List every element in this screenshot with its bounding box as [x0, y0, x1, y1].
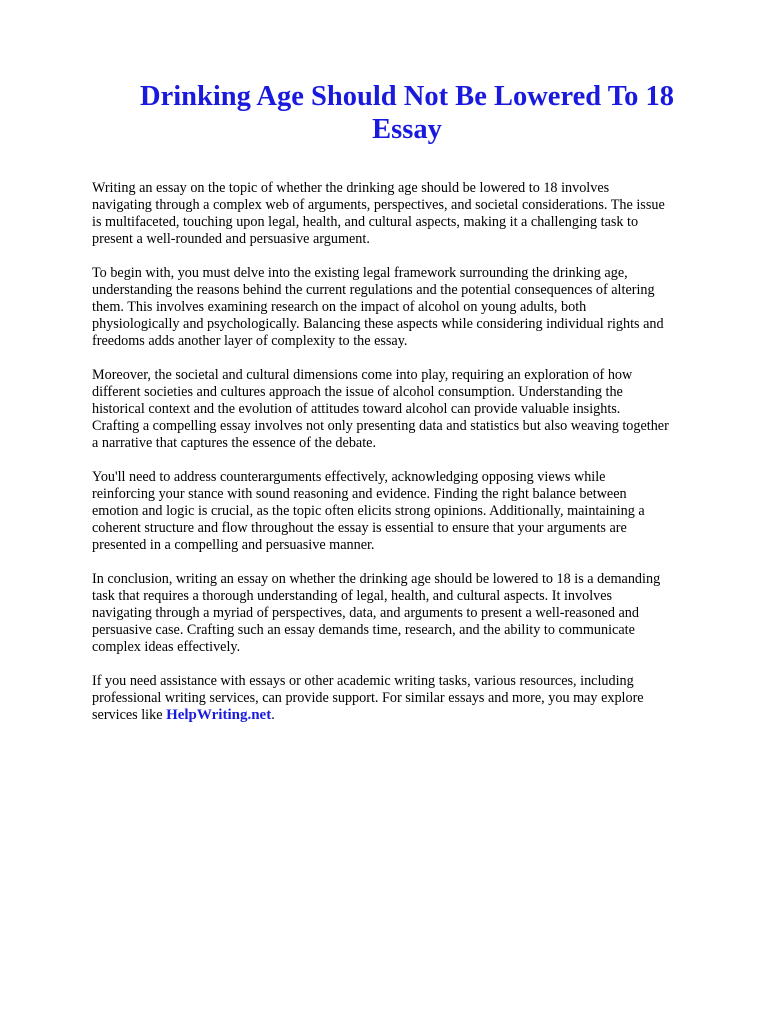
text-line: Moreover, the societal and cultural dimensions come into play, requiring an exploration of how [92, 367, 633, 383]
text-line: Crafting a compelling essay involves not only presenting data and statistics but also weaving together [92, 418, 669, 434]
text-line: To begin with, you must delve into the existing legal framework surrounding the drinking age, [92, 265, 628, 281]
text-line: presented in a compelling and persuasive manner. [92, 537, 375, 553]
title-line: Essay [372, 114, 442, 145]
link-suffix-text: . [271, 707, 275, 723]
text-line: navigating through a complex web of arguments, perspectives, and societal considerations. The issue [92, 197, 665, 213]
text-line: physiologically and psychologically. Balancing these aspects while considering individual rights and [92, 316, 664, 332]
text-line: coherent structure and flow throughout the essay is essential to ensure that your arguments are [92, 520, 627, 536]
document-title [92, 80, 722, 146]
text-line: persuasive case. Crafting such an essay demands time, research, and the ability to communicate [92, 622, 635, 638]
text-line: navigating through a myriad of perspectives, data, and arguments to present a well-reasoned and [92, 605, 639, 621]
text-line: If you need assistance with essays or other academic writing tasks, various resources, including [92, 673, 634, 689]
paragraph-counterarguments [92, 469, 722, 554]
paragraph-legal [92, 265, 722, 350]
text-line: a narrative that captures the essence of the debate. [92, 435, 376, 451]
text-line: emotion and logic is crucial, as the topic often elicits strong opinions. Additionally, maintaining a [92, 503, 645, 519]
text-line: different societies and cultures approach the issue of alcohol consumption. Understanding the [92, 384, 623, 400]
text-line: Writing an essay on the topic of whether the drinking age should be lowered to 18 involves [92, 180, 610, 196]
text-line: reinforcing your stance with sound reasoning and evidence. Finding the right balance between [92, 486, 627, 502]
text-line: historical context and the evolution of attitudes toward alcohol can provide valuable insights. [92, 401, 621, 417]
text-line: professional writing services, can provide support. For similar essays and more, you may explore [92, 690, 644, 706]
paragraph-societal [92, 367, 722, 452]
title-line: Drinking Age Should Not Be Lowered To 18 [140, 81, 674, 112]
helpwriting-link[interactable]: HelpWriting.net [166, 707, 272, 723]
text-line: task that requires a thorough understanding of legal, health, and cultural aspects. It involves [92, 588, 613, 604]
text-line: understanding the reasons behind the current regulations and the potential consequences of altering [92, 282, 655, 298]
paragraph-assistance [92, 673, 722, 724]
link-prefix-text: services like [92, 707, 167, 723]
text-line: is multifaceted, touching upon legal, health, and cultural aspects, making it a challenging task to [92, 214, 639, 230]
text-line: them. This involves examining research on the impact of alcohol on young adults, both [92, 299, 587, 315]
document-body [92, 180, 722, 724]
paragraph-conclusion [92, 571, 722, 656]
text-line: In conclusion, writing an essay on whether the drinking age should be lowered to 18 is a demanding [92, 571, 661, 587]
text-line: complex ideas effectively. [92, 639, 241, 655]
text-line-with-link [92, 707, 722, 724]
text-line: present a well-rounded and persuasive argument. [92, 231, 370, 247]
paragraph-intro [92, 180, 722, 248]
text-line: freedoms adds another layer of complexity to the essay. [92, 333, 408, 349]
text-line: You'll need to address counterarguments effectively, acknowledging opposing views while [92, 469, 606, 485]
